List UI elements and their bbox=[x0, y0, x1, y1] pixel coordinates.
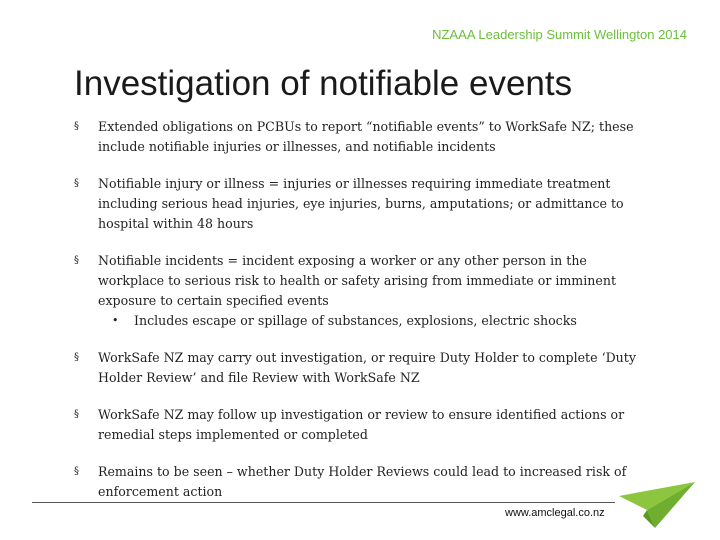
bullet-list bbox=[74, 117, 654, 519]
section-mark-icon: § bbox=[74, 121, 79, 132]
bullet-item bbox=[74, 117, 654, 157]
section-mark-icon: § bbox=[74, 255, 79, 266]
sub-bullet-text: Includes escape or spillage of substances, explosions, electric shocks bbox=[134, 313, 577, 328]
bullet-item bbox=[74, 405, 654, 445]
bullet-item bbox=[74, 462, 654, 502]
bullet-dot-icon: • bbox=[112, 314, 119, 327]
footer-url: www.amclegal.co.nz bbox=[505, 507, 605, 519]
footer-divider bbox=[32, 502, 615, 503]
bullet-item bbox=[74, 251, 654, 331]
bullet-item bbox=[74, 348, 654, 388]
bullet-text: WorkSafe NZ may carry out investigation, or require Duty Holder to complete ‘Duty Holder Review’ and file Review with WorkSafe NZ bbox=[98, 350, 636, 385]
bullet-text: Notifiable incidents = incident exposing a worker or any other person in the workplace to serious risk to health or safety arising from immediate or imminent exposure to certain specified events bbox=[98, 253, 617, 308]
bullet-text: Remains to be seen – whether Duty Holder Reviews could lead to increased risk of enforcement action bbox=[98, 464, 627, 499]
bullet-text: WorkSafe NZ may follow up investigation or review to ensure identified actions or remedial steps implemented or completed bbox=[98, 407, 625, 442]
bullet-text: Notifiable injury or illness = injuries or illnesses requiring immediate treatment including serious head injuries, eye injuries, burns, amputations; or admittance to hospital within 48 hours bbox=[98, 176, 624, 231]
section-mark-icon: § bbox=[74, 352, 79, 363]
section-mark-icon: § bbox=[74, 409, 79, 420]
paper-plane-logo-icon bbox=[617, 480, 697, 530]
section-mark-icon: § bbox=[74, 466, 79, 477]
slide-title: Investigation of notifiable events bbox=[74, 64, 573, 103]
sub-bullet-item bbox=[98, 311, 654, 331]
bullet-item bbox=[74, 174, 654, 234]
section-mark-icon: § bbox=[74, 178, 79, 189]
event-tag: NZAAA Leadership Summit Wellington 2014 bbox=[432, 27, 687, 42]
bullet-text: Extended obligations on PCBUs to report “notifiable events” to WorkSafe NZ; these include notifiable injuries or illnesses, and notifiable incidents bbox=[98, 119, 634, 154]
